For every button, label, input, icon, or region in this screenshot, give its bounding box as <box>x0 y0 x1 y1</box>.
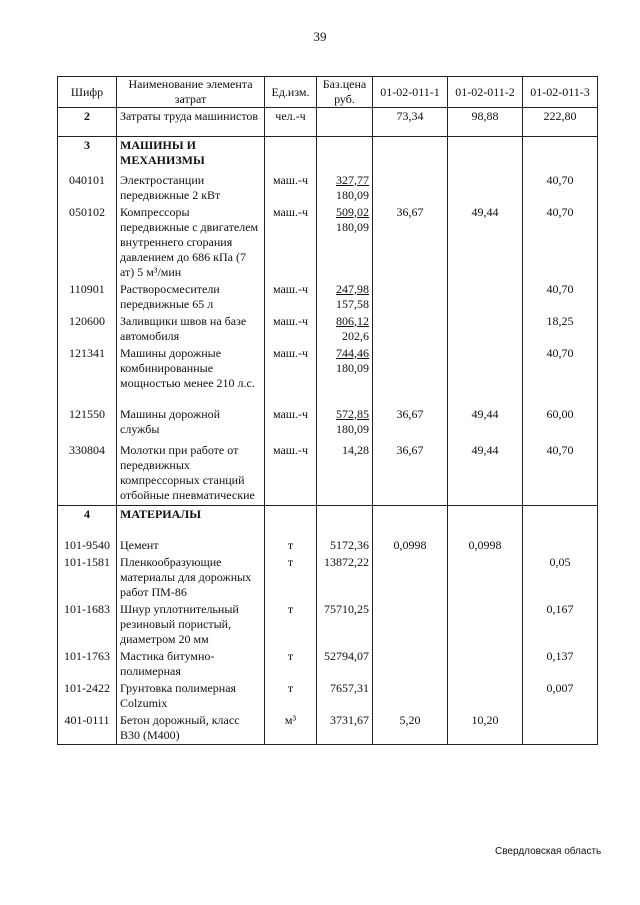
row-unit: маш.-ч <box>265 172 317 204</box>
row-value-col3: 40,70 <box>523 172 598 204</box>
row-code: 050102 <box>58 204 117 281</box>
row-price-current: 14,28 <box>342 442 369 457</box>
row-unit: м³ <box>265 712 317 745</box>
row-value-col1: 36,67 <box>373 204 448 281</box>
row-price <box>317 172 373 204</box>
row-price <box>317 406 373 442</box>
table-row <box>58 442 598 506</box>
table-row <box>58 601 598 648</box>
row-price <box>317 601 373 648</box>
row-unit: т <box>265 601 317 648</box>
row-code: 101-1683 <box>58 601 117 648</box>
row-value-col2: 49,44 <box>448 406 523 442</box>
row-value-col2 <box>448 506 523 537</box>
row-value-col3 <box>523 506 598 537</box>
row-value-col1 <box>373 648 448 680</box>
row-value-col3 <box>523 537 598 554</box>
table-header-row <box>58 77 598 108</box>
row-name: Электростанции передвижные 2 кВт <box>117 172 265 204</box>
row-value-col1: 5,20 <box>373 712 448 745</box>
row-code: 101-1581 <box>58 554 117 601</box>
footer-region: Свердловская область <box>495 846 602 857</box>
row-value-col1 <box>373 506 448 537</box>
row-value-col1 <box>373 601 448 648</box>
row-name: Затраты труда машинистов <box>117 108 265 137</box>
row-price-current: 744,46 <box>336 345 369 360</box>
row-price-current: 3731,67 <box>330 712 369 727</box>
row-name: Мастика битумно-полимерная <box>117 648 265 680</box>
table-row <box>58 506 598 537</box>
row-name: Машины дорожные комбинированные мощностью менее 210 л.с. <box>117 345 265 406</box>
row-value-col2 <box>448 345 523 406</box>
row-price <box>317 648 373 680</box>
row-value-col2: 10,20 <box>448 712 523 745</box>
row-value-col1 <box>373 680 448 712</box>
table-row <box>58 345 598 406</box>
row-price-current: 247,98 <box>336 281 369 296</box>
row-value-col3: 0,137 <box>523 648 598 680</box>
row-name: Грунтовка полимерная Colzumix <box>117 680 265 712</box>
table-row <box>58 108 598 137</box>
row-price-current: 5172,36 <box>330 537 369 552</box>
row-value-col3 <box>523 137 598 172</box>
row-name: Молотки при работе от передвижных компрессорных станций отбойные пневматические <box>117 442 265 506</box>
row-value-col3 <box>523 712 598 745</box>
row-price <box>317 680 373 712</box>
table-row <box>58 648 598 680</box>
table-row <box>58 313 598 345</box>
row-name: Цемент <box>117 537 265 554</box>
row-price <box>317 537 373 554</box>
table-row <box>58 554 598 601</box>
row-unit: маш.-ч <box>265 204 317 281</box>
row-value-col2 <box>448 281 523 313</box>
row-code: 101-9540 <box>58 537 117 554</box>
row-value-col2: 0,0998 <box>448 537 523 554</box>
row-code: 101-1763 <box>58 648 117 680</box>
row-code: 120600 <box>58 313 117 345</box>
row-code: 4 <box>58 506 117 537</box>
row-code: 401-0111 <box>58 712 117 745</box>
header-col3: 01-02-011-3 <box>523 77 598 108</box>
row-price <box>317 204 373 281</box>
row-value-col3: 0,167 <box>523 601 598 648</box>
row-price <box>317 137 373 172</box>
table-row <box>58 537 598 554</box>
row-unit: т <box>265 537 317 554</box>
row-price <box>317 554 373 601</box>
row-name: Растворосмесители передвижные 65 л <box>117 281 265 313</box>
row-value-col1 <box>373 313 448 345</box>
table-row <box>58 204 598 281</box>
row-value-col3: 40,70 <box>523 345 598 406</box>
header-col2: 01-02-011-2 <box>448 77 523 108</box>
row-value-col3: 60,00 <box>523 406 598 442</box>
row-price-wage: 202,6 <box>342 328 369 343</box>
cost-table <box>57 76 598 745</box>
row-price-wage: 180,09 <box>336 421 369 436</box>
row-value-col2 <box>448 680 523 712</box>
row-price-current: 7657,31 <box>330 680 369 695</box>
row-name: Компрессоры передвижные с двигателем внутреннего сгорания давлением до 686 кПа (7 ат) 5 м³/мин <box>117 204 265 281</box>
row-value-col3: 40,70 <box>523 442 598 506</box>
row-code: 101-2422 <box>58 680 117 712</box>
page-number: 39 <box>313 29 327 44</box>
row-price <box>317 712 373 745</box>
row-unit: т <box>265 648 317 680</box>
row-value-col2 <box>448 313 523 345</box>
row-price <box>317 281 373 313</box>
table-row <box>58 137 598 172</box>
row-price <box>317 108 373 137</box>
row-name: Бетон дорожный, класс В30 (М400) <box>117 712 265 745</box>
row-code: 040101 <box>58 172 117 204</box>
table-row <box>58 172 598 204</box>
row-unit: маш.-ч <box>265 406 317 442</box>
header-unit: Ед.изм. <box>265 77 317 108</box>
row-value-col1 <box>373 554 448 601</box>
row-value-col2 <box>448 172 523 204</box>
row-value-col1: 36,67 <box>373 406 448 442</box>
row-value-col3: 222,80 <box>523 108 598 137</box>
row-name: Пленкообразующие материалы для дорожных работ ПМ-86 <box>117 554 265 601</box>
row-value-col2 <box>448 554 523 601</box>
row-value-col3: 40,70 <box>523 204 598 281</box>
row-value-col2 <box>448 601 523 648</box>
row-value-col3: 0,007 <box>523 680 598 712</box>
row-unit: маш.-ч <box>265 281 317 313</box>
row-unit: маш.-ч <box>265 313 317 345</box>
row-value-col3: 0,05 <box>523 554 598 601</box>
header-col1: 01-02-011-1 <box>373 77 448 108</box>
row-name: МАШИНЫ И МЕХАНИЗМЫ <box>117 137 265 172</box>
row-price <box>317 345 373 406</box>
row-code: 330804 <box>58 442 117 506</box>
row-unit <box>265 137 317 172</box>
row-value-col1 <box>373 137 448 172</box>
row-price <box>317 506 373 537</box>
row-code: 2 <box>58 108 117 137</box>
row-unit: маш.-ч <box>265 345 317 406</box>
row-name: Машины дорожной службы <box>117 406 265 442</box>
row-unit: т <box>265 554 317 601</box>
row-name: Шнур уплотнительный резиновый пористый, диаметром 20 мм <box>117 601 265 648</box>
row-name: Заливщики швов на базе автомобиля <box>117 313 265 345</box>
row-code: 3 <box>58 137 117 172</box>
row-value-col1 <box>373 172 448 204</box>
header-code: Шифр <box>58 77 117 108</box>
row-value-col1 <box>373 345 448 406</box>
row-unit <box>265 506 317 537</box>
row-price-current: 13872,22 <box>324 554 369 569</box>
row-price-wage: 180,09 <box>336 219 369 234</box>
row-value-col3: 18,25 <box>523 313 598 345</box>
row-unit: т <box>265 680 317 712</box>
row-price-wage: 180,09 <box>336 187 369 202</box>
row-value-col1: 36,67 <box>373 442 448 506</box>
row-price-current: 509,02 <box>336 204 369 219</box>
row-price-wage: 157,58 <box>336 296 369 311</box>
row-value-col1 <box>373 281 448 313</box>
row-value-col2: 49,44 <box>448 442 523 506</box>
row-price-current: 52794,07 <box>324 648 369 663</box>
row-value-col1: 0,0998 <box>373 537 448 554</box>
row-code: 110901 <box>58 281 117 313</box>
row-value-col2 <box>448 137 523 172</box>
row-price-current: 75710,25 <box>324 601 369 616</box>
row-value-col2: 98,88 <box>448 108 523 137</box>
row-code: 121550 <box>58 406 117 442</box>
row-name: МАТЕРИАЛЫ <box>117 506 265 537</box>
row-unit: маш.-ч <box>265 442 317 506</box>
row-unit: чел.-ч <box>265 108 317 137</box>
header-price: Баз.цена руб. <box>317 77 373 108</box>
row-price-current: 572,85 <box>336 406 369 421</box>
row-value-col2 <box>448 648 523 680</box>
row-price <box>317 313 373 345</box>
table-row <box>58 406 598 442</box>
row-value-col2: 49,44 <box>448 204 523 281</box>
row-value-col1: 73,34 <box>373 108 448 137</box>
row-price-wage: 180,09 <box>336 360 369 375</box>
row-price-current: 327,77 <box>336 172 369 187</box>
table-row <box>58 712 598 745</box>
row-price-current: 806,12 <box>336 313 369 328</box>
table-row <box>58 680 598 712</box>
row-price <box>317 442 373 506</box>
table-row <box>58 281 598 313</box>
row-value-col3: 40,70 <box>523 281 598 313</box>
row-code: 121341 <box>58 345 117 406</box>
header-name: Наименование элемента затрат <box>117 77 265 108</box>
